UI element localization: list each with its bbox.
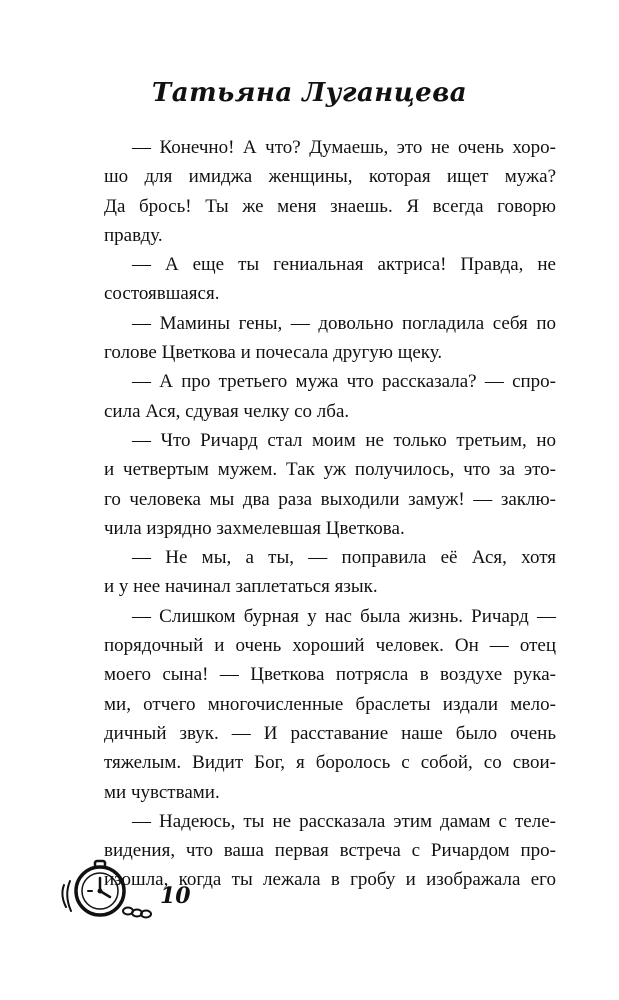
text-line: правду. <box>104 224 163 246</box>
text-line: чила изрядно захмелевшая Цветкова. <box>104 517 405 539</box>
paragraph <box>104 133 556 250</box>
text-line: — Не мы, а ты, — поправила её Ася, хотя <box>132 547 556 569</box>
text-line: моего сына! — Цветкова потрясла в воздухе рука- <box>104 664 556 686</box>
text-line: сила Ася, сдувая челку со лба. <box>104 400 350 422</box>
body-text <box>104 133 556 895</box>
running-title: Татьяна Луганцева <box>151 78 468 108</box>
text-line: шо для имиджа женщины, которая ищет мужа? <box>104 166 556 188</box>
text-line: голове Цветкова и почесала другую щеку. <box>104 342 443 364</box>
text-line: состоявшаяся. <box>104 283 220 305</box>
text-line: и у нее начинал заплетаться язык. <box>104 576 378 598</box>
footer-ornament <box>58 855 218 925</box>
text-line: дичный звук. — И расставание наше было очень <box>104 722 556 744</box>
paragraph <box>104 367 556 426</box>
text-line: изошла, когда ты лежала в гробу и изображала его <box>104 869 556 891</box>
text-line: и четвертым мужем. Так уж получилось, что за это- <box>104 459 556 481</box>
text-line: — А еще ты гениальная актриса! Правда, не <box>132 254 556 276</box>
text-line: Да брось! Ты же меня знаешь. Я всегда говорю <box>104 195 556 217</box>
pocket-watch-icon <box>58 855 218 925</box>
text-line: видения, что ваша первая встреча с Ричардом про- <box>104 840 556 862</box>
text-line: — Конечно! А что? Думаешь, это не очень хоро- <box>132 137 556 158</box>
text-line: — Слишком бурная у нас была жизнь. Ричард — <box>132 605 556 627</box>
page-number: 10 <box>160 883 191 909</box>
text-line: ми чувствами. <box>104 781 220 803</box>
text-line: — Мамины гены, — довольно погладила себя по <box>132 312 556 334</box>
paragraph <box>104 602 556 807</box>
text-line: ми, отчего многочисленные браслеты издали мело- <box>104 693 556 715</box>
text-line: — Надеюсь, ты не рассказала этим дамам с теле- <box>132 810 556 832</box>
text-line: го человека мы два раза выходили замуж! — заклю- <box>104 488 556 510</box>
paragraph <box>104 543 556 602</box>
text-line: порядочный и очень хороший человек. Он — отец <box>104 635 556 657</box>
paragraph <box>104 426 556 543</box>
text-line: — Что Ричард стал моим не только третьим, но <box>132 429 556 451</box>
paragraph <box>104 309 556 368</box>
text-line: — А про третьего мужа что рассказала? — спро- <box>132 371 556 393</box>
text-line: тяжелым. Видит Бог, я боролось с собой, со свои- <box>104 752 556 774</box>
paragraph <box>104 250 556 309</box>
